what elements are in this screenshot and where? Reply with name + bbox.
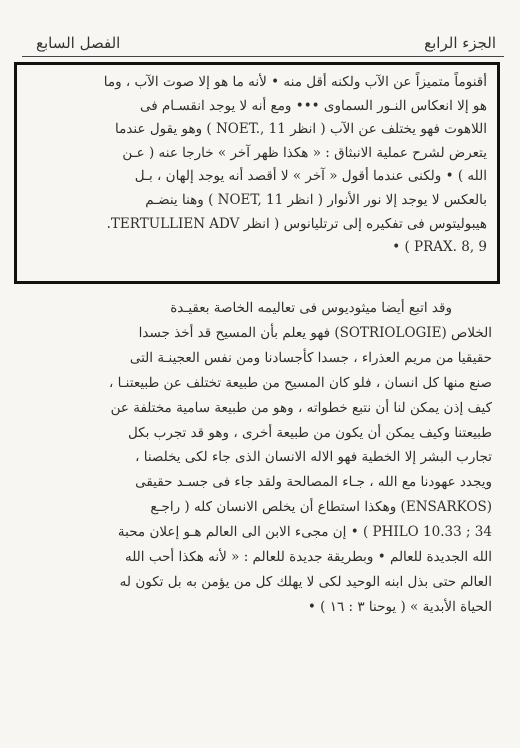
- boxed-line: اللاهوت فهو يختلف عن الآب ( انظر NOET., 11 ) وهو يقول عندما: [115, 121, 487, 138]
- boxed-line: هيبوليتوس فى تفكيره إلى ترتليانوس ( انظر TERTULLIEN ADV.: [106, 215, 487, 232]
- body-line: الحياة الأبدية » ( يوحنا ٣ : ١٦ ) •: [307, 598, 492, 615]
- boxed-line: PRAX. 8, 9 ) •: [392, 239, 487, 256]
- body-line: كيف إذن يمكن لنا أن نتبع خطواته ، وهو من طبيعة سامية مختلفة عن: [110, 399, 492, 416]
- body-line: طبيعتنا وكيف يمكن أن يكون من طبيعة أخرى ، وهو قد تجرب بكل: [127, 424, 492, 441]
- body-text: [20, 296, 492, 620]
- body-line: PHILO 10.33 ; 34 ) • إن مجىء الابن الى العالم هـو إعلان محبة: [117, 524, 492, 541]
- body-line: تجارب البشر إلا الخطية فهو الاله الانسان الذى جاء لكى يخلصنا ،: [135, 449, 492, 466]
- body-line: وقد اتبع أيضا ميثوديوس فى تعاليمه الخاصة بعقيـدة: [170, 300, 452, 316]
- boxed-quote: [14, 62, 500, 284]
- body-line: الخلاص (SOTRIOLOGIE) فهو يعلم بأن المسيح قد أخذ جسدا: [138, 324, 492, 341]
- header-part-label: الجزء الرابع: [424, 34, 496, 52]
- boxed-paragraph: [29, 71, 487, 260]
- body-line: العالم حتى بذل ابنه الوحيد لكى لا يهلك كل من يؤمن به بل تكون له: [119, 573, 492, 590]
- body-line: (ENSARKOS) وهكذا استطاع أن يخلص الانسان كله ( راجـع: [150, 499, 492, 516]
- header-chapter-label: الفصل السابع: [36, 34, 121, 52]
- body-line: الله الجديدة للعالم • وبطريقة جديدة للعالم : « لأنه هكذا أحب الله: [124, 549, 492, 566]
- boxed-line: هو إلا انعكاس النـور السماوى ••• ومع أنه لا يوجد انقسـام فى: [139, 97, 487, 114]
- body-line: صنع منها كل انسان ، فلو كان المسيح من طبيعة تختلف عن طبيعتنـا ،: [108, 374, 492, 391]
- running-header: [36, 22, 496, 52]
- boxed-line: يتعرض لشرح عملية الانبثاق : « هكذا ظهر آخر » خارجا عنه ( عـن: [122, 144, 487, 161]
- body-paragraph: [20, 296, 492, 620]
- boxed-line: أقنوماً متميزاً عن الآب ولكنه أقل منه • لأنه ما هو إلا صوت الآب ، وما: [103, 74, 487, 90]
- boxed-line: بالعكس لا يوجد إلا نور الأنوار ( انظر NOET, 11 ) وهنا ينضـم: [145, 191, 487, 208]
- boxed-line: الله ) • ولكنى عندما أقول « آخر » لا أقصد أنه يوجد إلهان ، بـل: [134, 168, 487, 185]
- header-rule: [22, 56, 504, 57]
- body-line: حقيقيا من مريم العذراء ، جسدا كأجسادنا ومن نفس العجينـة التى: [129, 349, 492, 366]
- body-line: ويجدد عهودنا مع الله ، جـاء المصالحة ولقد جاء فى جسـد حقيقى: [135, 474, 492, 491]
